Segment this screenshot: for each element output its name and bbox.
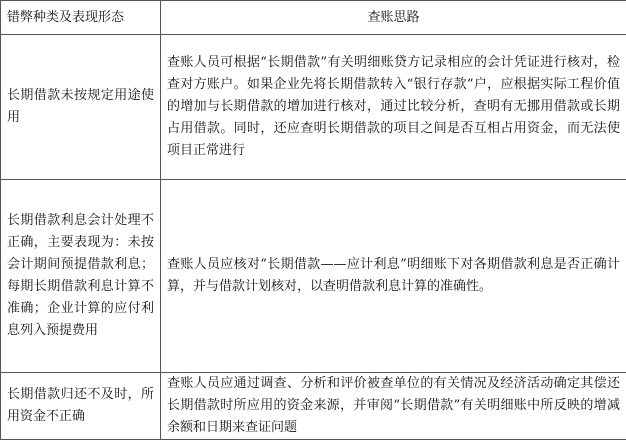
row-kind: 长期借款归还不及时，所用资金不正确 — [1, 373, 161, 440]
table-row — [1, 35, 626, 180]
row-approach: 查账人员应核对“长期借款——应计利息”明细账下对各期借款利息是否正确计算，并与借款计划核对，以查明借款利息计算的准确性。 — [161, 180, 626, 373]
table-row — [1, 373, 626, 440]
header-kind: 错弊种类及表现形态 — [1, 1, 161, 35]
row-approach: 查账人员应通过调查、分析和评价被查单位的有关情况及经济活动确定其偿还长期借款时所应用的资金来源，并审阅“长期借款”有关明细账中所反映的增减余额和日期来查证问题 — [161, 373, 626, 440]
row-approach: 查账人员可根据“长期借款”有关明细账贷方记录相应的会计凭证进行核对，检查对方账户。如果企业先将长期借款转入“银行存款”户，应根据实际工程价值的增加与长期借款的增加进行核对，通过比较分析，查明有无挪用借款或长期占用借款。同时，还应查明长期借款的项目之间是否互相占用资金，而无法使项目正常进行 — [161, 35, 626, 180]
table-row — [1, 180, 626, 373]
row-kind: 长期借款利息会计处理不正确，主要表现为：未按会计期间预提借款利息；每期长期借款利息计算不准确；企业计算的应付利息列入预提费用 — [1, 180, 161, 373]
row-kind: 长期借款未按规定用途使用 — [1, 35, 161, 180]
header-approach: 查账思路 — [161, 1, 626, 35]
table-header-row — [1, 1, 626, 35]
